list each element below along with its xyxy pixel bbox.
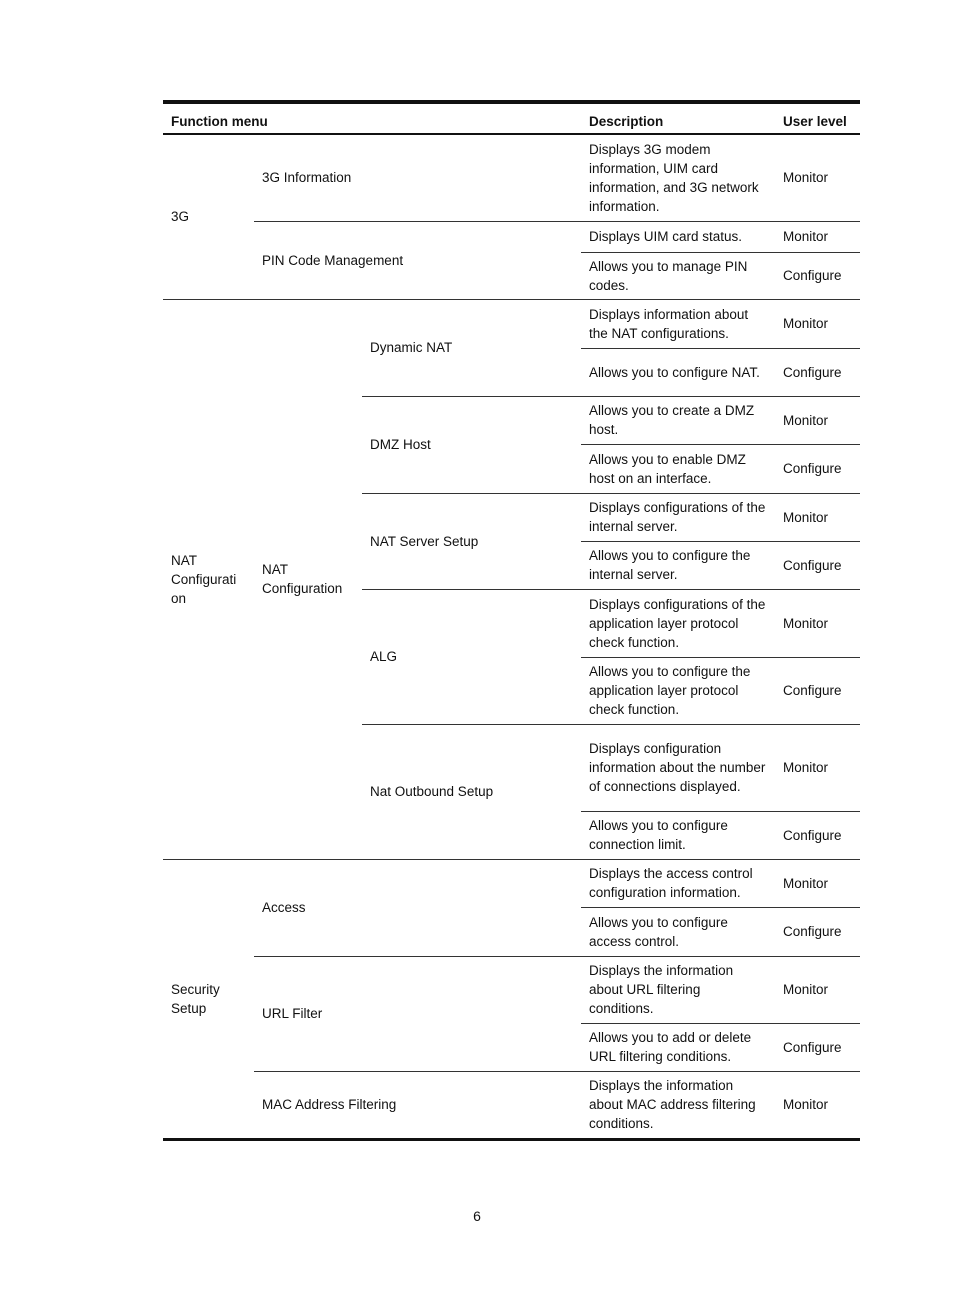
user-level-cell: Configure xyxy=(775,907,860,956)
description-cell: Allows you to enable DMZ host on an interface. xyxy=(581,444,775,493)
group-security-setup: Security Setup xyxy=(163,859,254,1139)
submenu-alg: ALG xyxy=(362,589,581,724)
page-number: 6 xyxy=(473,1208,481,1224)
table-header-row xyxy=(163,102,860,134)
table-row xyxy=(163,299,860,348)
menu-url-filter: URL Filter xyxy=(254,956,581,1071)
description-cell: Displays the information about URL filtering conditions. xyxy=(581,956,775,1023)
header-function-menu: Function menu xyxy=(163,102,581,134)
menu-access: Access xyxy=(254,859,581,956)
user-level-cell: Monitor xyxy=(775,956,860,1023)
group-3g: 3G xyxy=(163,134,254,299)
description-cell: Displays configurations of the application layer protocol check function. xyxy=(581,589,775,657)
table-row xyxy=(163,1071,860,1139)
user-level-cell: Monitor xyxy=(775,299,860,348)
submenu-nat-server-setup: NAT Server Setup xyxy=(362,493,581,589)
description-cell: Displays configurations of the internal server. xyxy=(581,493,775,541)
user-level-cell: Monitor xyxy=(775,396,860,444)
description-cell: Displays the access control configuration information. xyxy=(581,859,775,907)
user-level-cell: Configure xyxy=(775,811,860,859)
description-cell: Allows you to configure the internal server. xyxy=(581,541,775,589)
submenu-nat-outbound-setup: Nat Outbound Setup xyxy=(362,724,581,859)
description-cell: Displays UIM card status. xyxy=(581,221,775,252)
user-level-cell: Configure xyxy=(775,252,860,299)
submenu-dmz-host: DMZ Host xyxy=(362,396,581,493)
menu-3g-information: 3G Information xyxy=(254,134,581,221)
user-level-cell: Monitor xyxy=(775,859,860,907)
description-cell: Displays configuration information about the number of connections displayed. xyxy=(581,724,775,811)
description-cell: Allows you to configure the application layer protocol check function. xyxy=(581,657,775,724)
menu-pin-code-management: PIN Code Management xyxy=(254,221,581,299)
user-level-cell: Configure xyxy=(775,444,860,493)
description-cell: Displays the information about MAC address filtering conditions. xyxy=(581,1071,775,1139)
description-cell: Displays information about the NAT configurations. xyxy=(581,299,775,348)
group-nat-configuration: NAT Configurati on xyxy=(163,299,254,859)
description-cell: Allows you to add or delete URL filtering conditions. xyxy=(581,1023,775,1071)
description-cell: Allows you to create a DMZ host. xyxy=(581,396,775,444)
description-cell: Allows you to configure connection limit. xyxy=(581,811,775,859)
table-row xyxy=(163,221,860,252)
table-row xyxy=(163,956,860,1023)
user-level-cell: Configure xyxy=(775,657,860,724)
menu-nat-configuration: NAT Configuration xyxy=(254,299,362,859)
function-menu-table xyxy=(163,100,860,1141)
user-level-cell: Monitor xyxy=(775,221,860,252)
description-cell: Allows you to configure NAT. xyxy=(581,348,775,396)
user-level-cell: Monitor xyxy=(775,493,860,541)
description-cell: Displays 3G modem information, UIM card information, and 3G network information. xyxy=(581,134,775,221)
table-row xyxy=(163,859,860,907)
description-cell: Allows you to manage PIN codes. xyxy=(581,252,775,299)
table-row xyxy=(163,134,860,221)
user-level-cell: Monitor xyxy=(775,134,860,221)
menu-mac-address-filtering: MAC Address Filtering xyxy=(254,1071,581,1139)
user-level-cell: Monitor xyxy=(775,589,860,657)
description-cell: Allows you to configure access control. xyxy=(581,907,775,956)
user-level-cell: Configure xyxy=(775,1023,860,1071)
user-level-cell: Configure xyxy=(775,541,860,589)
submenu-dynamic-nat: Dynamic NAT xyxy=(362,299,581,396)
user-level-cell: Monitor xyxy=(775,724,860,811)
user-level-cell: Configure xyxy=(775,348,860,396)
header-description: Description xyxy=(581,102,775,134)
user-level-cell: Monitor xyxy=(775,1071,860,1139)
header-user-level: User level xyxy=(775,102,860,134)
